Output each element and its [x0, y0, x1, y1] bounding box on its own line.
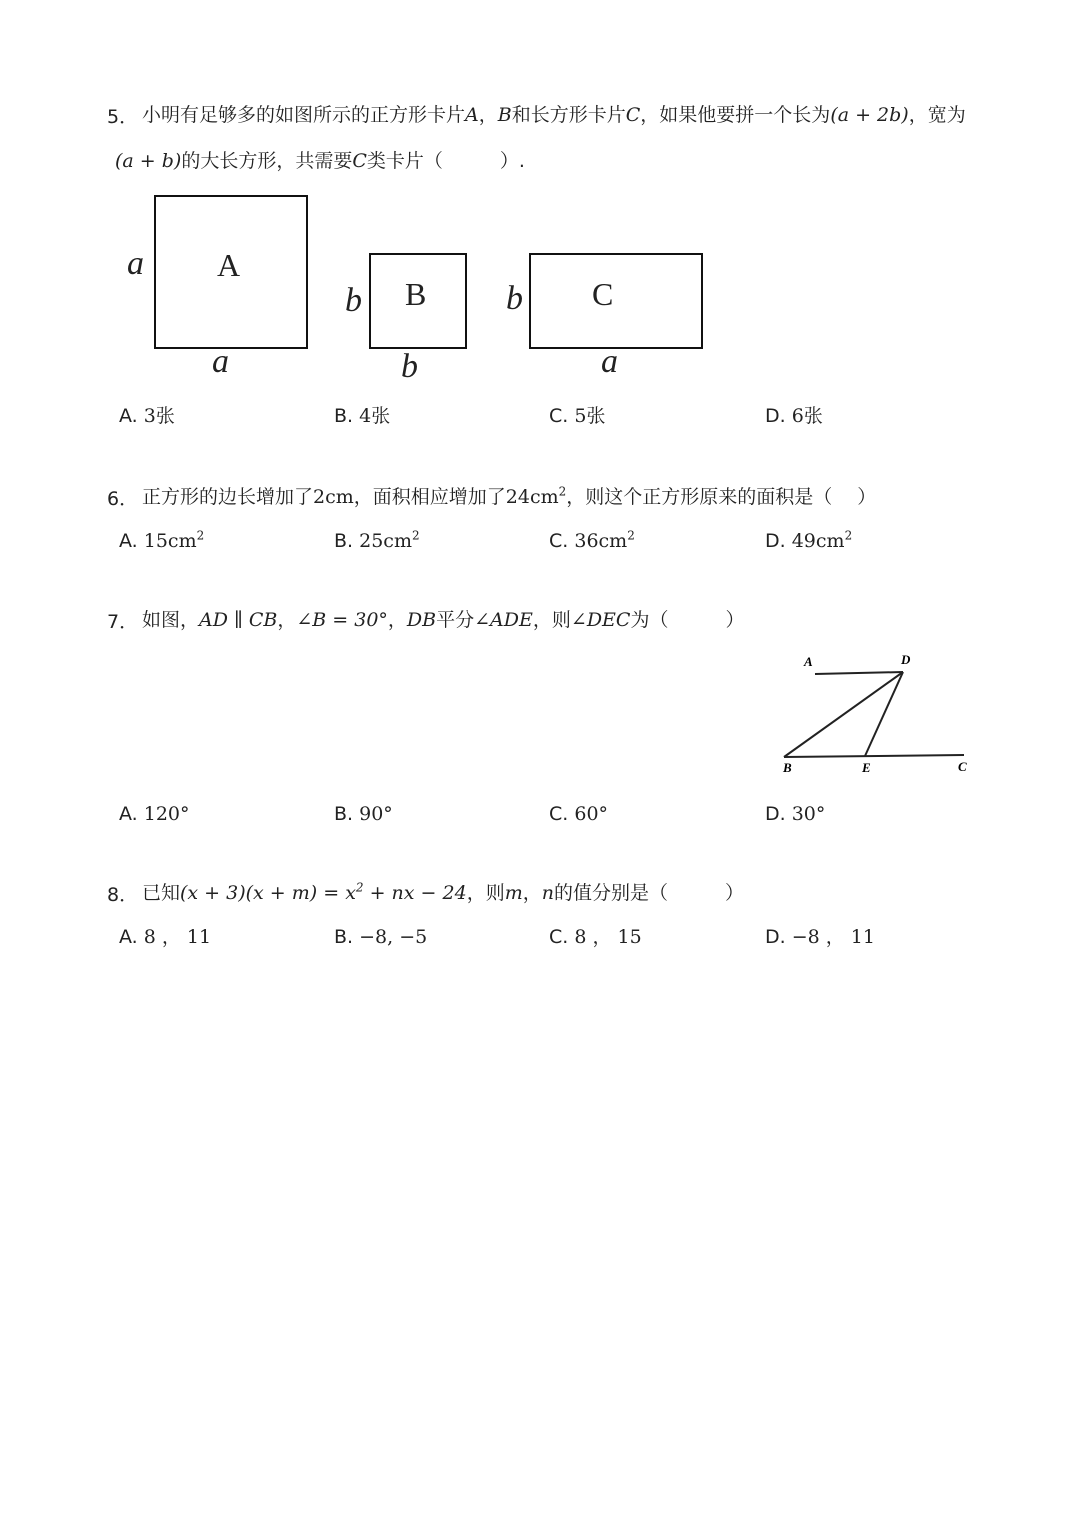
q7-text: 为（ ） [630, 609, 745, 631]
q7-angle-dec: ∠DEC [570, 609, 631, 631]
question-6-stem [142, 484, 876, 510]
q5-text: ，宽为 [908, 104, 966, 126]
line-bc [784, 755, 964, 757]
q6-text: ，则这个正方形原来的面积是（ ） [566, 486, 877, 508]
question-5-stem-line-2 [115, 148, 525, 174]
q6-text: ，面积相应增加了 [353, 486, 506, 508]
option-unit: 张 [155, 405, 175, 427]
card-b-letter: B [405, 276, 427, 312]
option-unit: 张 [803, 405, 823, 427]
q5-width-expression: (a + b) [115, 150, 182, 172]
q7-option-c[interactable] [549, 801, 608, 827]
option-value: 3 [143, 405, 156, 427]
card-a-letter: A [217, 247, 241, 283]
q6-option-d[interactable] [765, 528, 852, 554]
option-key: C. [549, 530, 575, 552]
q5-option-c[interactable] [549, 403, 605, 429]
question-7-number: 7． [107, 611, 139, 633]
q5-text: 类卡片（ ）. [366, 150, 525, 172]
option-value: 6 [791, 405, 804, 427]
q6-area-increase: $24cm^2$ [505, 484, 567, 508]
q7-parallel-expression: AD ∥ CB [199, 609, 278, 631]
q5-card-c-symbol: C [625, 104, 641, 126]
q5-text: ， [478, 104, 498, 126]
point-d-label: D [901, 652, 911, 667]
option-value: 8 ， 11 [143, 926, 212, 948]
q5-text: 和长方形卡片 [511, 104, 626, 126]
q7-geometry-figure [770, 648, 980, 780]
q8-text: 已知 [142, 882, 181, 904]
option-key: D. [765, 803, 792, 825]
q5-card-b-symbol: B [497, 104, 512, 126]
q8-equation: $(x + 3)(x + m) = x^2$ + nx − 24 [180, 880, 467, 904]
point-c-label: C [958, 759, 967, 774]
q5-option-a[interactable] [119, 403, 175, 429]
q8-variable-n: n [541, 882, 555, 904]
q5-card-c-symbol: C [352, 150, 367, 172]
question-6-number: 6． [107, 488, 139, 510]
card-c-side-bottom-label: a [601, 343, 618, 380]
option-key: B. [334, 803, 360, 825]
question-5-number: 5． [107, 106, 139, 128]
q6-option-a[interactable] [119, 528, 204, 554]
q5-length-expression: (a + 2b) [830, 104, 909, 126]
option-key: D. [765, 926, 792, 948]
q7-option-a[interactable] [119, 801, 190, 827]
q7-option-b[interactable] [334, 801, 393, 827]
question-8-stem [142, 880, 744, 906]
q5-card-a-symbol: A [465, 104, 479, 126]
q8-option-d[interactable] [765, 924, 875, 950]
option-value: $25cm^2$ [359, 528, 420, 552]
option-value: $15cm^2$ [143, 528, 205, 552]
q8-text: 的值分别是（ ） [554, 882, 745, 904]
option-value: 120° [143, 803, 190, 825]
option-key: A. [119, 530, 144, 552]
q7-text: ， [387, 609, 407, 631]
option-key: A. [119, 405, 144, 427]
q7-segment-db: DB [406, 609, 437, 631]
q8-option-a[interactable] [119, 924, 211, 950]
option-value: 30° [791, 803, 826, 825]
question-7-stem [142, 607, 744, 633]
option-value: 90° [359, 803, 393, 825]
q8-variable-m: m [504, 882, 523, 904]
q7-option-d[interactable] [765, 801, 825, 827]
option-value: $49cm^2$ [791, 528, 853, 552]
option-value: −8 ， 11 [791, 926, 875, 948]
option-value: −8, −5 [359, 926, 428, 948]
card-a-side-bottom-label: a [212, 343, 229, 380]
point-b-label: B [783, 760, 792, 775]
option-key: C. [549, 926, 575, 948]
option-key: C. [549, 405, 575, 427]
q8-option-b[interactable] [334, 924, 427, 950]
q8-option-c[interactable] [549, 924, 642, 950]
card-b-side-bottom-label: b [401, 348, 418, 385]
q6-option-c[interactable] [549, 528, 635, 554]
option-value: $36cm^2$ [574, 528, 635, 552]
q7-angle-b: ∠B = 30° [296, 609, 388, 631]
card-c-side-left-label: b [506, 280, 523, 317]
option-key: B. [334, 530, 360, 552]
card-c-rectangle [529, 253, 703, 349]
option-key: B. [334, 926, 360, 948]
q6-option-b[interactable] [334, 528, 420, 554]
q6-side-increase: 2cm [313, 486, 354, 508]
option-key: D. [765, 530, 792, 552]
q7-text: ， [277, 609, 297, 631]
q5-text: 小明有足够多的如图所示的正方形卡片 [142, 104, 466, 126]
option-value: 60° [574, 803, 609, 825]
option-key: A. [119, 926, 144, 948]
question-5-stem-line-1 [142, 102, 966, 128]
card-c-letter: C [592, 276, 614, 312]
card-b-side-left-label: b [345, 282, 362, 319]
q7-text: ，则 [532, 609, 571, 631]
option-key: C. [549, 803, 575, 825]
q8-text: ， [522, 882, 542, 904]
option-key: A. [119, 803, 144, 825]
card-a-side-left-label: a [127, 245, 144, 282]
q5-option-b[interactable] [334, 403, 390, 429]
q7-angle-ade: ∠ADE [474, 609, 533, 631]
segment-db [784, 672, 903, 757]
point-e-label: E [862, 760, 871, 775]
line-ad [815, 672, 903, 674]
q5-text: ，如果他要拼一个长为 [640, 104, 831, 126]
q7-text: 如图， [142, 609, 200, 631]
option-key: D. [765, 405, 792, 427]
question-8-number: 8． [107, 884, 139, 906]
q5-text: 的大长方形，共需要 [181, 150, 353, 172]
q5-option-d[interactable] [765, 403, 823, 429]
q8-text: ，则 [466, 882, 505, 904]
option-unit: 张 [586, 405, 606, 427]
option-value: 5 [574, 405, 587, 427]
q6-text: 正方形的边长增加了 [142, 486, 314, 508]
option-key: B. [334, 405, 360, 427]
option-value: 8 ， 15 [574, 926, 642, 948]
option-value: 4 [359, 405, 372, 427]
point-a-label: A [804, 654, 813, 669]
option-unit: 张 [371, 405, 391, 427]
q7-text: 平分 [436, 609, 475, 631]
